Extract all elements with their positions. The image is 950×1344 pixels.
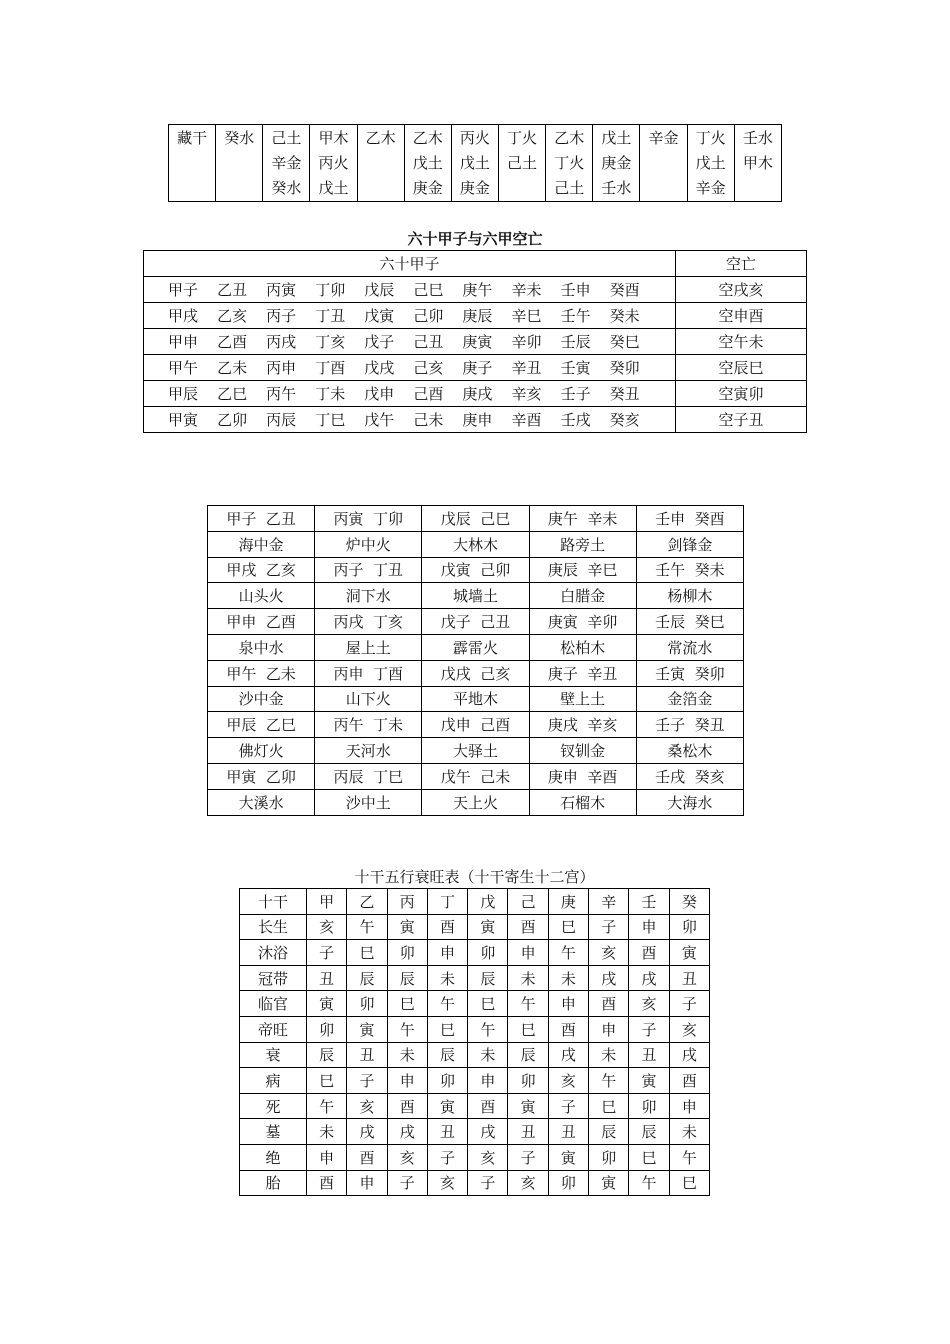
table-cell: 临官 — [240, 991, 307, 1017]
table-cell: 子 — [468, 1170, 508, 1196]
table-cell — [169, 125, 216, 202]
cell-line: 庚金 — [601, 154, 632, 172]
table-cell: 申 — [307, 1144, 347, 1170]
table-cell: 子 — [427, 1144, 467, 1170]
cell-line: 庚金 — [459, 179, 490, 197]
table-cell: 戊午 己未 — [422, 763, 529, 789]
table-cell: 丙申 丁酉 — [315, 660, 422, 686]
table-cell: 巳 — [589, 1093, 629, 1119]
table-cell: 卯 — [468, 940, 508, 966]
table-cell: 病 — [240, 1068, 307, 1094]
table-cell: 炉中火 — [315, 531, 422, 557]
table-cell: 丑 — [629, 1042, 669, 1068]
table-row — [240, 965, 710, 991]
table-row — [208, 789, 744, 815]
table-cell: 石榴木 — [529, 789, 636, 815]
table-cell: 戌 — [387, 1119, 427, 1145]
table-cell: 未 — [387, 1042, 427, 1068]
cell-line: 辛金 — [271, 154, 302, 172]
cell-line: 丁火 — [695, 129, 726, 147]
table-cell: 寅 — [669, 940, 709, 966]
jiazi-table-title: 六十甲子与六甲空亡 — [407, 230, 543, 248]
table-cell: 亥 — [307, 914, 347, 940]
table-cell: 墓 — [240, 1119, 307, 1145]
table-cell: 壬午 癸未 — [636, 557, 743, 583]
table-cell: 卯 — [347, 991, 387, 1017]
cell-line: 丁火 — [507, 129, 538, 147]
table-cell: 寅 — [387, 914, 427, 940]
jiazi-sequence: 甲辰 乙巳 丙午 丁未 戊申 己酉 庚戌 辛亥 壬子 癸丑 — [144, 381, 676, 407]
table-row — [169, 125, 782, 202]
table-cell: 戊辰 己巳 — [422, 506, 529, 532]
table-cell: 杨柳木 — [636, 583, 743, 609]
table-cell: 午 — [589, 1068, 629, 1094]
table-cell: 酉 — [629, 940, 669, 966]
jiazi-sequence: 甲午 乙未 丙申 丁酉 戊戌 己亥 庚子 辛丑 壬寅 癸卯 — [144, 355, 676, 381]
table-row — [240, 940, 710, 966]
shuaiwang-table — [239, 888, 710, 1196]
table-cell: 子 — [347, 1068, 387, 1094]
nayin-table — [207, 505, 744, 816]
table-row — [240, 914, 710, 940]
table-cell: 辰 — [629, 1119, 669, 1145]
table-cell: 戊子 己丑 — [422, 609, 529, 635]
table-cell: 辰 — [468, 965, 508, 991]
table-cell — [593, 125, 640, 202]
table-cell: 戌 — [589, 965, 629, 991]
cell-line: 丙火 — [318, 154, 349, 172]
table-cell: 巳 — [629, 1144, 669, 1170]
table-cell: 亥 — [548, 1068, 588, 1094]
table-cell: 丙寅 丁卯 — [315, 506, 422, 532]
table-row — [144, 355, 807, 381]
table-row — [144, 329, 807, 355]
table-cell: 辰 — [427, 1042, 467, 1068]
table-cell: 甲子 乙丑 — [208, 506, 315, 532]
cell-line: 壬水 — [742, 129, 773, 147]
table-cell — [734, 125, 781, 202]
table-cell: 帝旺 — [240, 1016, 307, 1042]
table-cell: 剑锋金 — [636, 531, 743, 557]
table-cell: 庚申 辛酉 — [529, 763, 636, 789]
table-cell: 寅 — [468, 914, 508, 940]
table-cell: 寅 — [548, 1144, 588, 1170]
table-cell: 未 — [468, 1042, 508, 1068]
table-cell: 亥 — [508, 1170, 548, 1196]
jiazi-table — [143, 250, 807, 433]
table-cell: 霹雷火 — [422, 634, 529, 660]
table-cell: 申 — [347, 1170, 387, 1196]
table-cell: 未 — [508, 965, 548, 991]
table-cell: 庚寅 辛卯 — [529, 609, 636, 635]
table-cell: 丑 — [508, 1119, 548, 1145]
table-cell: 大海水 — [636, 789, 743, 815]
table-cell: 子 — [669, 991, 709, 1017]
table-cell: 未 — [548, 965, 588, 991]
shuaiwang-table-title: 十干五行衰旺表（十干寄生十二宫） — [354, 868, 595, 886]
table-cell: 平地木 — [422, 686, 529, 712]
table-cell: 卯 — [427, 1068, 467, 1094]
cell-line: 癸水 — [271, 179, 302, 197]
table-cell: 巳 — [387, 991, 427, 1017]
table-cell: 卯 — [307, 1016, 347, 1042]
table-cell — [640, 125, 687, 202]
table-cell: 申 — [508, 940, 548, 966]
jiazi-sequence: 甲申 乙酉 丙戌 丁亥 戊子 己丑 庚寅 辛卯 壬辰 癸巳 — [144, 329, 676, 355]
table-cell: 戌 — [548, 1042, 588, 1068]
table-cell: 大林木 — [422, 531, 529, 557]
table-cell: 壬 — [629, 889, 669, 915]
table-cell: 子 — [307, 940, 347, 966]
cell-line: 己土 — [507, 154, 538, 172]
table-row — [208, 738, 744, 764]
table-cell: 酉 — [508, 914, 548, 940]
table-cell: 申 — [629, 914, 669, 940]
table-cell: 巳 — [307, 1068, 347, 1094]
table-cell: 亥 — [347, 1093, 387, 1119]
table-cell: 长生 — [240, 914, 307, 940]
table-cell: 子 — [548, 1093, 588, 1119]
cell-line: 戊土 — [318, 179, 349, 197]
table-cell: 丙子 丁丑 — [315, 557, 422, 583]
table-cell: 泉中水 — [208, 634, 315, 660]
table-cell — [357, 125, 404, 202]
table-cell: 甲辰 乙巳 — [208, 712, 315, 738]
table-cell: 癸 — [669, 889, 709, 915]
cell-line: 乙木 — [365, 129, 396, 147]
table-cell: 洞下水 — [315, 583, 422, 609]
table-row — [208, 634, 744, 660]
table-cell — [263, 125, 310, 202]
table-cell: 路旁土 — [529, 531, 636, 557]
table-cell: 戊寅 己卯 — [422, 557, 529, 583]
table-cell — [216, 125, 263, 202]
kongwang-cell: 空申酉 — [676, 303, 807, 329]
table-cell: 未 — [427, 965, 467, 991]
table-cell: 庚 — [548, 889, 588, 915]
table-cell — [546, 125, 593, 202]
table-row — [240, 991, 710, 1017]
table-cell: 巳 — [508, 1016, 548, 1042]
table-cell: 午 — [427, 991, 467, 1017]
table-cell: 午 — [468, 1016, 508, 1042]
table-cell: 未 — [589, 1042, 629, 1068]
table-cell: 巳 — [548, 914, 588, 940]
table-cell: 午 — [387, 1016, 427, 1042]
table-cell: 佛灯火 — [208, 738, 315, 764]
table-cell: 庚戌 辛亥 — [529, 712, 636, 738]
table-cell — [498, 125, 545, 202]
table-cell: 亥 — [589, 940, 629, 966]
table-row — [144, 303, 807, 329]
cell-line: 丁火 — [554, 154, 585, 172]
table-row — [208, 557, 744, 583]
table-cell: 辰 — [347, 965, 387, 991]
table-cell: 酉 — [468, 1093, 508, 1119]
cell-line: 己土 — [271, 129, 302, 147]
kongwang-cell: 空辰巳 — [676, 355, 807, 381]
table-cell: 戌 — [629, 965, 669, 991]
table-cell: 丑 — [307, 965, 347, 991]
table-cell: 午 — [669, 1144, 709, 1170]
table-cell: 十干 — [240, 889, 307, 915]
table-cell: 酉 — [427, 914, 467, 940]
table-row — [144, 381, 807, 407]
table-cell: 丙午 丁未 — [315, 712, 422, 738]
table-cell: 申 — [427, 940, 467, 966]
table-cell: 丙辰 丁巳 — [315, 763, 422, 789]
table-cell: 胎 — [240, 1170, 307, 1196]
table-cell: 海中金 — [208, 531, 315, 557]
table-cell — [451, 125, 498, 202]
cell-line: 戊土 — [695, 154, 726, 172]
table-cell: 子 — [629, 1016, 669, 1042]
table-cell: 亥 — [669, 1016, 709, 1042]
jiazi-sequence: 甲寅 乙卯 丙辰 丁巳 戊午 己未 庚申 辛酉 壬戌 癸亥 — [144, 407, 676, 433]
table-cell: 庚午 辛未 — [529, 506, 636, 532]
table-cell: 卯 — [387, 940, 427, 966]
table-cell: 申 — [669, 1093, 709, 1119]
table-cell: 丑 — [347, 1042, 387, 1068]
table-cell: 申 — [589, 1016, 629, 1042]
cell-line: 戊土 — [412, 154, 443, 172]
table-row — [208, 712, 744, 738]
table-cell: 子 — [508, 1144, 548, 1170]
table-cell: 午 — [629, 1170, 669, 1196]
cell-line: 丙火 — [459, 129, 490, 147]
table-cell: 酉 — [307, 1170, 347, 1196]
table-cell: 寅 — [508, 1093, 548, 1119]
cell-line: 壬水 — [601, 179, 632, 197]
table-cell: 戌 — [468, 1119, 508, 1145]
header-kong: 空亡 — [676, 251, 807, 277]
table-row — [208, 531, 744, 557]
cell-line: 己土 — [554, 179, 585, 197]
table-row — [208, 506, 744, 532]
table-cell: 丑 — [548, 1119, 588, 1145]
cell-line: 乙木 — [412, 129, 443, 147]
table-cell: 未 — [307, 1119, 347, 1145]
table-cell: 亥 — [427, 1170, 467, 1196]
cell-line: 癸水 — [224, 129, 255, 147]
table-row — [240, 1119, 710, 1145]
table-row — [144, 277, 807, 303]
table-cell: 丙 — [387, 889, 427, 915]
table-cell: 巳 — [427, 1016, 467, 1042]
table-cell: 山头火 — [208, 583, 315, 609]
table-cell: 午 — [347, 914, 387, 940]
table-cell: 松柏木 — [529, 634, 636, 660]
table-cell: 死 — [240, 1093, 307, 1119]
table-row — [208, 763, 744, 789]
table-cell: 大溪水 — [208, 789, 315, 815]
table-cell: 壬辰 癸巳 — [636, 609, 743, 635]
table-cell: 沙中土 — [315, 789, 422, 815]
cell-line: 甲木 — [742, 154, 773, 172]
table-cell: 酉 — [387, 1093, 427, 1119]
table-row — [240, 1068, 710, 1094]
table-cell: 寅 — [589, 1170, 629, 1196]
jiazi-sequence: 甲戌 乙亥 丙子 丁丑 戊寅 己卯 庚辰 辛巳 壬午 癸未 — [144, 303, 676, 329]
table-row — [240, 1042, 710, 1068]
table-cell: 午 — [548, 940, 588, 966]
table-cell: 壬戌 癸亥 — [636, 763, 743, 789]
cell-line: 乙木 — [554, 129, 585, 147]
table-cell: 天河水 — [315, 738, 422, 764]
table-cell: 桑松木 — [636, 738, 743, 764]
table-cell: 酉 — [347, 1144, 387, 1170]
table-row — [208, 686, 744, 712]
table-cell: 庚子 辛丑 — [529, 660, 636, 686]
table-cell: 甲 — [307, 889, 347, 915]
table-cell: 亥 — [468, 1144, 508, 1170]
table-cell: 戊 — [468, 889, 508, 915]
table-cell: 壬子 癸丑 — [636, 712, 743, 738]
cell-line: 辛金 — [648, 129, 679, 147]
cell-line: 戊土 — [601, 129, 632, 147]
table-cell: 亥 — [629, 991, 669, 1017]
table-cell: 常流水 — [636, 634, 743, 660]
table-cell — [404, 125, 451, 202]
table-cell: 未 — [669, 1119, 709, 1145]
table-cell: 卯 — [669, 914, 709, 940]
table-cell: 午 — [307, 1093, 347, 1119]
table-cell: 巳 — [468, 991, 508, 1017]
table-row — [208, 660, 744, 686]
table-cell: 壁上土 — [529, 686, 636, 712]
table-cell: 寅 — [347, 1016, 387, 1042]
table-cell: 绝 — [240, 1144, 307, 1170]
table-cell: 卯 — [589, 1144, 629, 1170]
table-cell: 巳 — [347, 940, 387, 966]
kongwang-cell: 空戌亥 — [676, 277, 807, 303]
table-cell: 衰 — [240, 1042, 307, 1068]
canggan-table — [168, 124, 782, 202]
table-cell: 丑 — [669, 965, 709, 991]
table-cell: 酉 — [548, 1016, 588, 1042]
table-row — [240, 1016, 710, 1042]
table-cell: 戊申 己酉 — [422, 712, 529, 738]
table-cell: 子 — [387, 1170, 427, 1196]
table-cell: 酉 — [589, 991, 629, 1017]
table-cell: 亥 — [387, 1144, 427, 1170]
table-cell: 子 — [589, 914, 629, 940]
kongwang-cell: 空午未 — [676, 329, 807, 355]
table-cell: 辰 — [387, 965, 427, 991]
table-cell: 巳 — [669, 1170, 709, 1196]
table-cell: 辰 — [307, 1042, 347, 1068]
table-cell: 乙 — [347, 889, 387, 915]
table-cell: 丁 — [427, 889, 467, 915]
table-cell: 卯 — [548, 1170, 588, 1196]
table-cell: 沐浴 — [240, 940, 307, 966]
table-cell: 寅 — [307, 991, 347, 1017]
table-cell: 山下火 — [315, 686, 422, 712]
table-cell: 申 — [387, 1068, 427, 1094]
table-cell: 壬申 癸酉 — [636, 506, 743, 532]
cell-line: 藏干 — [177, 129, 208, 147]
table-cell: 金箔金 — [636, 686, 743, 712]
table-cell: 甲戌 乙亥 — [208, 557, 315, 583]
table-cell: 戊戌 己亥 — [422, 660, 529, 686]
table-cell: 寅 — [629, 1068, 669, 1094]
table-cell: 申 — [468, 1068, 508, 1094]
kongwang-cell: 空寅卯 — [676, 381, 807, 407]
table-row — [240, 1144, 710, 1170]
table-cell: 卯 — [629, 1093, 669, 1119]
table-cell: 甲申 乙酉 — [208, 609, 315, 635]
table-cell: 甲寅 乙卯 — [208, 763, 315, 789]
table-row — [240, 889, 710, 915]
table-cell: 沙中金 — [208, 686, 315, 712]
table-cell: 丙戌 丁亥 — [315, 609, 422, 635]
jiazi-sequence: 甲子 乙丑 丙寅 丁卯 戊辰 己巳 庚午 辛未 壬申 癸酉 — [144, 277, 676, 303]
table-row — [144, 407, 807, 433]
table-cell: 屋上土 — [315, 634, 422, 660]
table-cell: 甲午 乙未 — [208, 660, 315, 686]
table-row — [208, 609, 744, 635]
table-cell — [310, 125, 357, 202]
cell-line: 庚金 — [412, 179, 443, 197]
cell-line: 甲木 — [318, 129, 349, 147]
table-cell: 大驿土 — [422, 738, 529, 764]
table-cell: 辰 — [589, 1119, 629, 1145]
table-cell: 天上火 — [422, 789, 529, 815]
table-header-row — [144, 251, 807, 277]
table-cell: 卯 — [508, 1068, 548, 1094]
table-cell: 己 — [508, 889, 548, 915]
table-cell: 酉 — [669, 1068, 709, 1094]
table-row — [208, 583, 744, 609]
table-row — [240, 1170, 710, 1196]
cell-line: 戊土 — [459, 154, 490, 172]
table-cell: 城墙土 — [422, 583, 529, 609]
table-cell — [687, 125, 734, 202]
table-cell: 辰 — [508, 1042, 548, 1068]
table-cell: 申 — [548, 991, 588, 1017]
table-cell: 白腊金 — [529, 583, 636, 609]
table-row — [240, 1093, 710, 1119]
table-cell: 午 — [508, 991, 548, 1017]
table-cell: 辛 — [589, 889, 629, 915]
table-cell: 庚辰 辛巳 — [529, 557, 636, 583]
kongwang-cell: 空子丑 — [676, 407, 807, 433]
cell-line: 辛金 — [695, 179, 726, 197]
table-cell: 戌 — [347, 1119, 387, 1145]
table-cell: 戌 — [669, 1042, 709, 1068]
table-cell: 壬寅 癸卯 — [636, 660, 743, 686]
table-cell: 丑 — [427, 1119, 467, 1145]
table-cell: 寅 — [427, 1093, 467, 1119]
header-main: 六十甲子 — [144, 251, 676, 277]
table-cell: 钗钏金 — [529, 738, 636, 764]
table-cell: 冠带 — [240, 965, 307, 991]
